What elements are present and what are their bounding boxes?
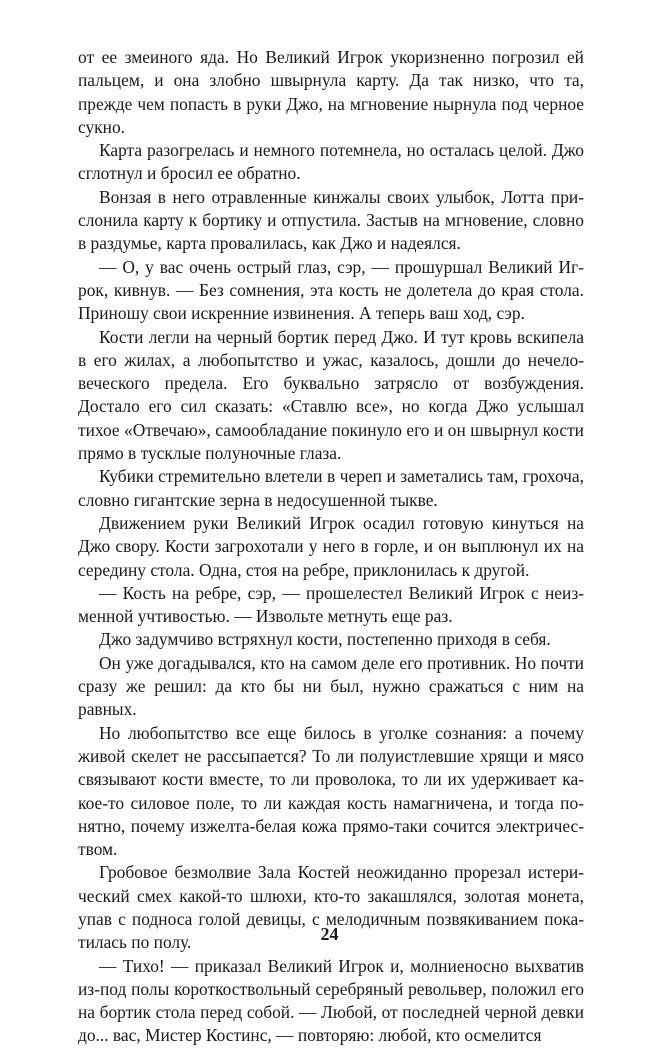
paragraph-9: Джо задумчиво встряхнул кости, постепенно приходя в себя. — [99, 629, 551, 650]
paragraph-5: Кости легли на черный бортик перед Джо. И тут кровь вскипела в его жилах, а любопытство и ужас, казалось, дошли до нечеловеческого предела. Его буквально затрясло от возбуждения. Достало его сил сказать: «Ставлю все», но когда Джо услышал тихое «Отвечаю», самообладание покинуло его и он швырнул кости прямо в тусклые полуночные глаза. — [78, 326, 584, 464]
page-number: 24 — [320, 924, 339, 944]
paragraph-4: — О, у вас очень острый глаз, сэр, — прошуршал Великий Игрок, кивнув. — Без сомнения, эта кость не долетела до края стола. Приношу свои искренние извинения. А теперь ваш ход, сэр. — [78, 256, 584, 324]
paragraph-3: Вонзая в него отравленные кинжалы своих улыбок, Лотта прислонила карту к бортику и отпустила. Застыв на мгновение, словно в раздумье, карта провалилась, как Джо и надеялся. — [78, 186, 584, 254]
paragraph-13: — Тихо! — приказал Великий Игрок и, молниеносно выхватив из-под полы короткоствольный серебряный револьвер, положил его на бортик стола перед собой. — Любой, от последней черной девки до... вас, Мистер Костинс, — повторяю: любой, кто осмелится — [78, 955, 584, 1046]
paragraph-11: Но любопытство все еще билось в уголке сознания: а почему живой скелет не рассыпается? То ли полуистлевшие хрящи и мясо связывают кости вместе, то ли проволока, то ли их удерживает какое-то силовое поле, то ли каждая кость намагничена, и тогда понятно, почему изжелта-белая кожа прямо-таки сочится электричеством. — [78, 722, 584, 860]
page-body — [78, 46, 584, 1048]
paragraph-7: Движением руки Великий Игрок осадил готовую кинуться на Джо свору. Кости загрохотали у него в горле, и он выплюнул их на середину стола. Одна, стоя на ребре, приклонилась к другой. — [78, 512, 584, 580]
paragraph-8: — Кость на ребре, сэр, — прошелестел Великий Игрок с неизменной учтивостью. — Извольте метнуть еще раз. — [78, 582, 584, 627]
paragraph-6: Кубики стремительно влетели в череп и заметались там, грохоча, словно гигантские зерна в недосушенной тыкве. — [78, 466, 584, 510]
paragraph-1: от ее змеиного яда. Но Великий Игрок укоризненно погрозил ей пальцем, и она злобно швырнула карту. Да так низко, что та, прежде чем попасть в руки Джо, на мгновение нырнула под черное сукно. — [78, 47, 584, 137]
paragraph-12: Гробовое безмолвие Зала Костей неожиданно прорезал истерический смех какой-то шлюхи, кто-то закашлялся, золотая монета, упав с подноса голой девицы, с мелодичным позвякиванием покатилась по полу. — [78, 862, 584, 953]
paragraph-10: Он уже догадывался, кто на самом деле его противник. Но почти сразу же решил: да кто бы ни был, нужно сражаться с ним на равных. — [78, 652, 584, 720]
paragraph-2: Карта разогрелась и немного потемнела, но осталась целой. Джо сглотнул и бросил ее обратно. — [78, 140, 584, 184]
